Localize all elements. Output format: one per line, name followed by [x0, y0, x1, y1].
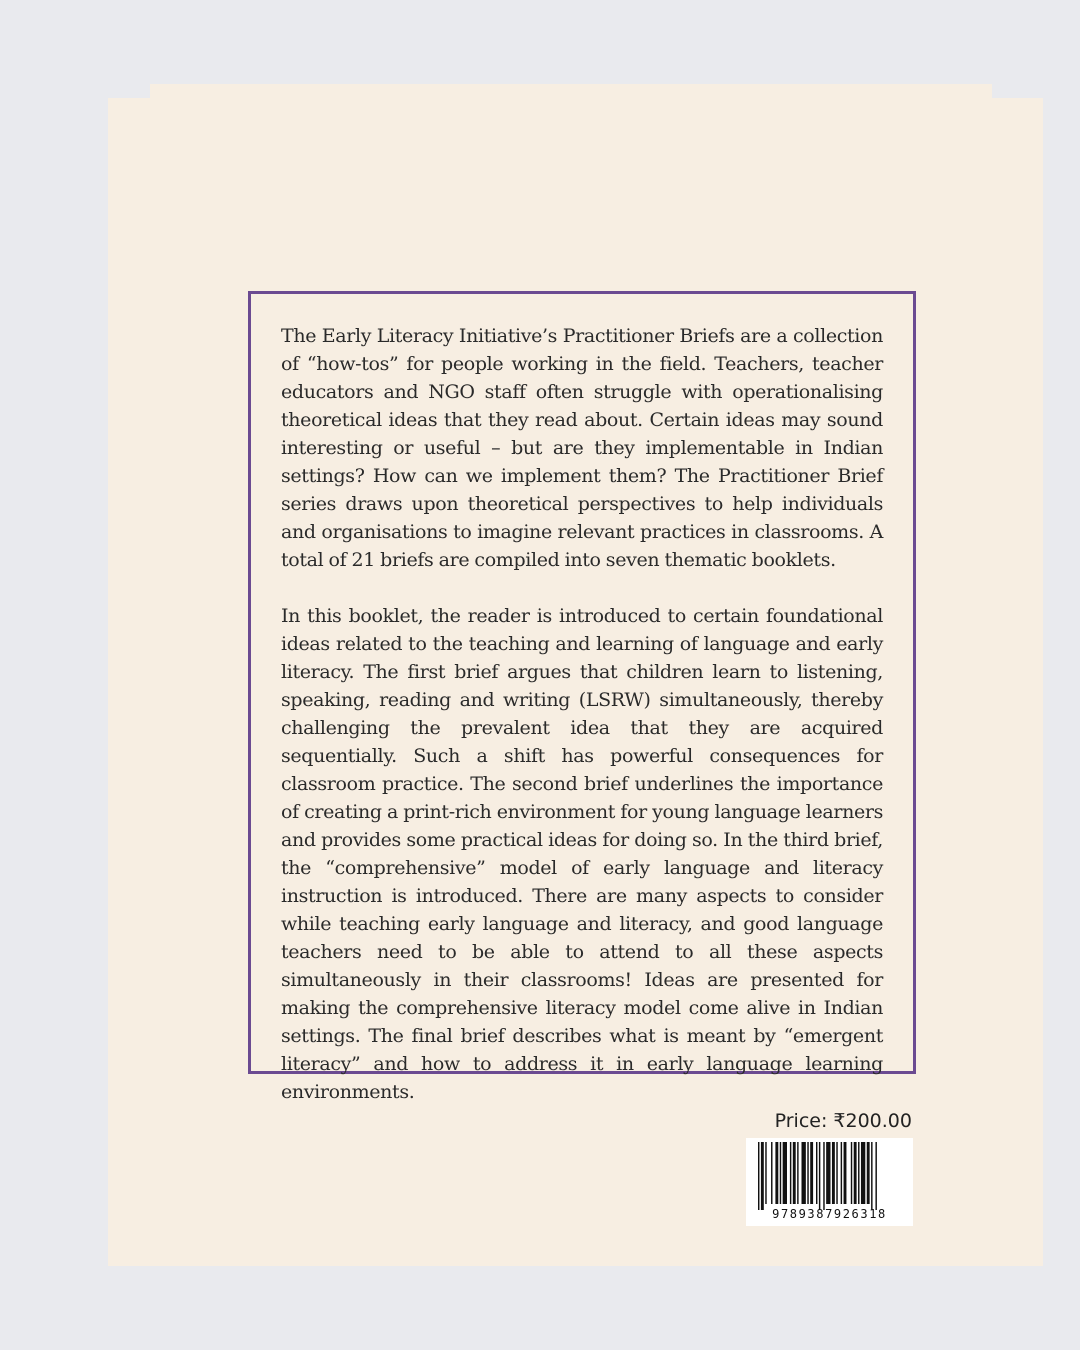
- barcode-bars-icon: [746, 1138, 913, 1210]
- isbn-barcode: [746, 1138, 913, 1226]
- blurb-frame: [248, 291, 916, 1103]
- barcode-digits: 9789387926318: [772, 1207, 887, 1221]
- price-label: Price: ₹200.00: [774, 1110, 912, 1132]
- blurb-paragraph-2: In this booklet, the reader is introduced to certain foundational ideas related to the teaching and learning of language and early literacy. The first brief argues that children learn to listening, speaking, reading and writing (LSRW) simultaneously, thereby challenging the prevalent idea that they are acquired sequentially. Such a shift has powerful consequences for classroom practice. The second brief underlines the importance of creating a print-rich environment for young language learners and provides some practical ideas for doing so. In the third brief, the “comprehensive” model of early language and literacy instruction is introduced. There are many aspects to consider while teaching early language and literacy, and good language teachers need to be able to attend to all these aspects simultaneously in their classrooms! Ideas are presented for making the comprehensive literacy model come alive in Indian settings. The final brief describes what is meant by “emergent literacy” and how to address it in early language learning environments.: [281, 605, 883, 1103]
- blurb-paragraph-1: The Early Literacy Initiative’s Practitioner Briefs are a collection of “how-tos” for people working in the field. Teachers, teacher educators and NGO staff often struggle with operationalising theoretical ideas that they read about. Certain ideas may sound interesting or useful – but are they implementable in Indian settings? How can we implement them? The Practitioner Brief series draws upon theoretical perspectives to help individuals and organisations to imagine relevant practices in classrooms. A total of 21 briefs are compiled into seven thematic booklets.: [281, 325, 883, 571]
